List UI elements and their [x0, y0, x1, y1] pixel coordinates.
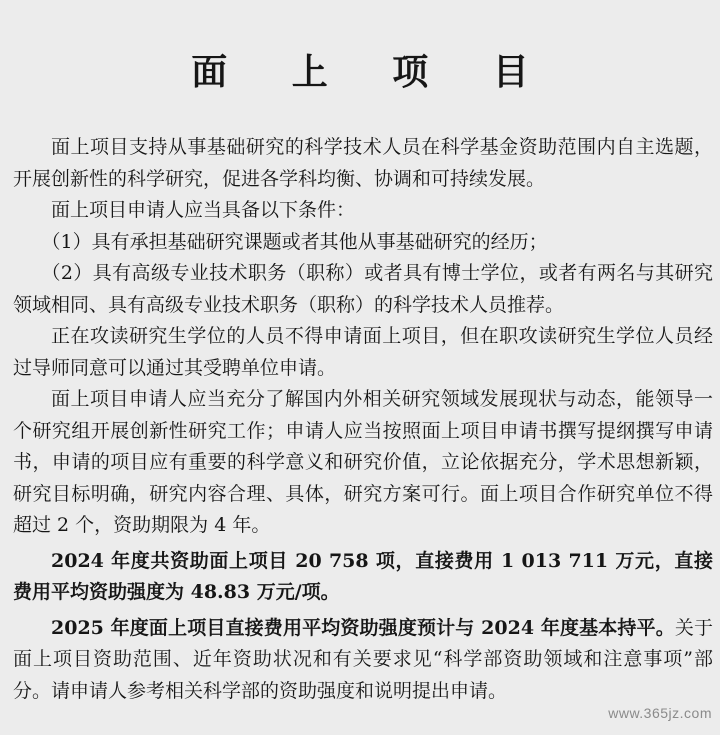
paragraph-students: 正在攻读研究生学位的人员不得申请面上项目，但在职攻读研究生学位人员经过导师同意可以通过其受聘单位申请。 — [13, 325, 713, 379]
funding-2025-notes: 关于面上项目资助范围、近年资助状况和有关要求见“科学部资助领域和注意事项”部分。请申请人参考相关科学部的资助强度和说明提出申请。 — [13, 616, 713, 702]
funding-2025-sentence: 2025 年度面上项目直接费用平均资助强度预计与 2024 年度基本持平。 — [51, 616, 675, 639]
condition-item-1: （1）具有承担基础研究课题或者其他从事基础研究的经历； — [41, 230, 548, 253]
paragraph-intro: 面上项目支持从事基础研究的科学技术人员在科学基金资助范围内自主选题，开展创新性的科学研究，促进各学科均衡、协调和可持续发展。 — [13, 136, 713, 190]
document-body — [13, 132, 713, 707]
page-title: 面 上 项 目 — [191, 52, 555, 93]
paragraph-conditions: 面上项目申请人应当具备以下条件： — [51, 199, 356, 221]
watermark-text: www.365jz.com — [608, 705, 712, 721]
paragraph-requirements: 面上项目申请人应当充分了解国内外相关研究领域发展现状与动态，能领导一个研究组开展创新性研究工作；申请人应当按照面上项目申请书撰写提纲撰写申请书，申请的项目应有重要的科学意义和研究价值，立论依据充分，学术思想新颖，研究目标明确，研究内容合理、具体，研究方案可行。面上项目合作研究单位不得超过 2 个，资助期限为 4 年。 — [13, 388, 713, 536]
condition-item-2: （2）具有高级专业技术职务（职称）或者具有博士学位，或者有两名与其研究领域相同、具有高级专业技术职务（职称）的科学技术人员推荐。 — [13, 262, 713, 316]
paragraph-funding-2025 — [13, 613, 713, 708]
paragraph-funding-2024: 2024 年度共资助面上项目 20 758 项，直接费用 1 013 711 万元，直接费用平均资助强度为 48.83 万元/项。 — [13, 549, 713, 603]
